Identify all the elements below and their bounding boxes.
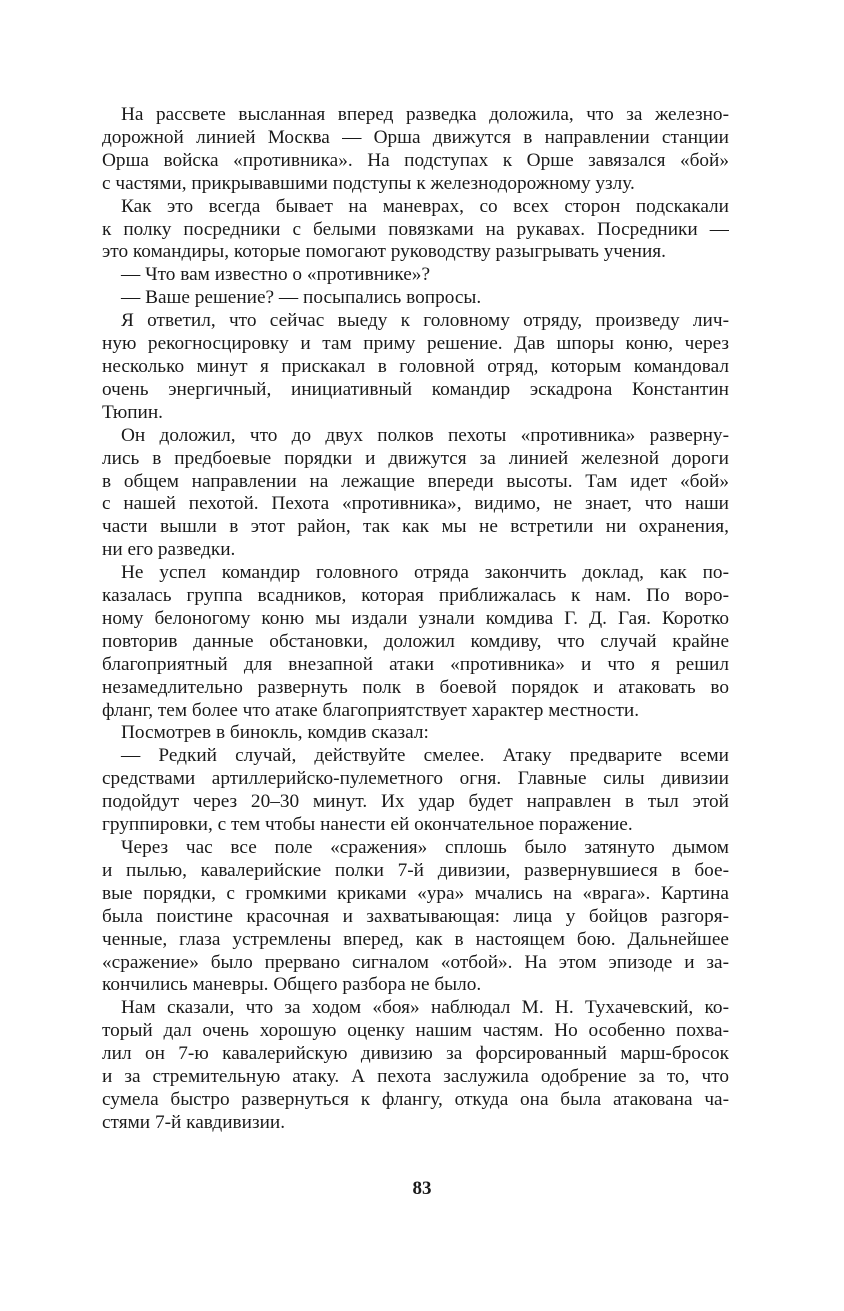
text-line: фланг, тем более что атаке благоприятствует характер местности. xyxy=(102,699,640,721)
text-line: незамедлительно развернуть полк в боевой порядок и атаковать во xyxy=(102,676,729,698)
text-line: была поистине красочная и захватывающая: лица у бойцов разгоря- xyxy=(102,905,729,927)
text-line: — Что вам известно о «противнике»? xyxy=(121,264,430,286)
text-line: вые порядки, с громкими криками «ура» мчались на «врага». Картина xyxy=(102,882,729,904)
text-line: торый дал очень хорошую оценку нашим частям. Но особенно похва- xyxy=(102,1020,729,1042)
text-line: Нам сказали, что за ходом «боя» наблюдал М. Н. Тухачевский, ко- xyxy=(121,997,729,1019)
text-line: ченные, глаза устремлены вперед, как в настоящем бою. Дальнейшее xyxy=(102,928,729,950)
paragraph xyxy=(102,425,729,562)
text-line: Я ответил, что сейчас выеду к головному отряду, произведу лич- xyxy=(121,310,729,332)
text-line: лил он 7-ю кавалерийскую дивизию за форсированный марш-бросок xyxy=(102,1043,729,1065)
text-line: несколько минут я прискакал в головной отряд, которым командовал xyxy=(102,355,729,377)
body-text xyxy=(102,104,729,1135)
text-line: сумела быстро развернуться к флангу, откуда она была атакована ча- xyxy=(102,1088,729,1110)
text-line: «сражение» было прервано сигналом «отбой». На этом эпизоде и за- xyxy=(102,951,729,973)
text-line: Через час все поле «сражения» сплошь было затянуто дымом xyxy=(121,837,729,858)
text-line: подойдут через 20–30 минут. Их удар будет направлен в тыл этой xyxy=(102,791,729,813)
text-line: с частями, прикрывавшими подступы к железнодорожному узлу. xyxy=(102,172,635,194)
text-line: очень энергичный, инициативный командир эскадрона Константин xyxy=(102,378,729,400)
text-line: Он доложил, что до двух полков пехоты «противника» разверну- xyxy=(121,424,729,446)
text-line: группировки, с тем чтобы нанести ей окончательное поражение. xyxy=(102,814,633,836)
text-line: ную рекогносцировку и там приму решение. Дав шпоры коню, через xyxy=(102,333,729,355)
text-line: части вышли в этот район, так как мы не встретили ни охранения, xyxy=(102,516,729,538)
paragraph xyxy=(102,837,729,997)
text-line: лись в предбоевые порядки и движутся за линией железной дороги xyxy=(102,447,729,469)
text-line: ному белоногому коню мы издали узнали комдива Г. Д. Гая. Коротко xyxy=(102,607,729,629)
page-number: 83 xyxy=(412,1178,432,1199)
text-line: — Ваше решение? — посыпались вопросы. xyxy=(121,287,482,309)
paragraph xyxy=(102,264,729,287)
text-line: ни его разведки. xyxy=(102,539,236,561)
paragraph xyxy=(102,287,729,310)
text-line: Орша войска «противника». На подступах к Орше завязался «бой» xyxy=(102,149,729,171)
text-line: Не успел командир головного отряда закончить доклад, как по- xyxy=(121,562,729,584)
text-line: средствами артиллерийско-пулеметного огня. Главные силы дивизии xyxy=(102,768,729,790)
text-line: — Редкий случай, действуйте смелее. Атаку предварите всеми xyxy=(121,745,729,767)
text-line: в общем направлении на лежащие впереди высоты. Там идет «бой» xyxy=(102,470,729,492)
paragraph xyxy=(102,104,729,196)
text-line: это командиры, которые помогают руководству разыгрывать учения. xyxy=(102,241,666,263)
text-line: стями 7-й кавдивизии. xyxy=(102,1111,286,1133)
text-line: повторив данные обстановки, доложил комдиву, что случай крайне xyxy=(102,630,729,652)
text-line: казалась группа всадников, которая приближалась к нам. По воро- xyxy=(102,585,729,607)
paragraph xyxy=(102,722,729,745)
text-line: к полку посредники с белыми повязками на рукавах. Посредники — xyxy=(102,218,729,240)
text-line: Посмотрев в бинокль, комдив сказал: xyxy=(121,722,429,744)
paragraph xyxy=(102,562,729,722)
text-line: благоприятный для внезапной атаки «противника» и что я решил xyxy=(102,653,729,675)
paragraph xyxy=(102,196,729,265)
text-line: Как это всегда бывает на маневрах, со всех сторон подскакали xyxy=(121,195,729,217)
paragraph xyxy=(102,997,729,1134)
text-line: с нашей пехотой. Пехота «противника», видимо, не знает, что наши xyxy=(102,493,729,515)
text-line: Тюпин. xyxy=(102,401,163,423)
text-line: дорожной линией Москва — Орша движутся в направлении станции xyxy=(102,126,729,148)
paragraph xyxy=(102,310,729,425)
text-line: кончились маневры. Общего разбора не было. xyxy=(102,974,482,996)
text-line: и пылью, кавалерийские полки 7-й дивизии, развернувшиеся в бое- xyxy=(102,859,729,881)
paragraph xyxy=(102,745,729,837)
text-line: и за стремительную атаку. А пехота заслужила одобрение за то, что xyxy=(102,1066,729,1088)
text-line: На рассвете высланная вперед разведка доложила, что за железно- xyxy=(121,104,729,125)
